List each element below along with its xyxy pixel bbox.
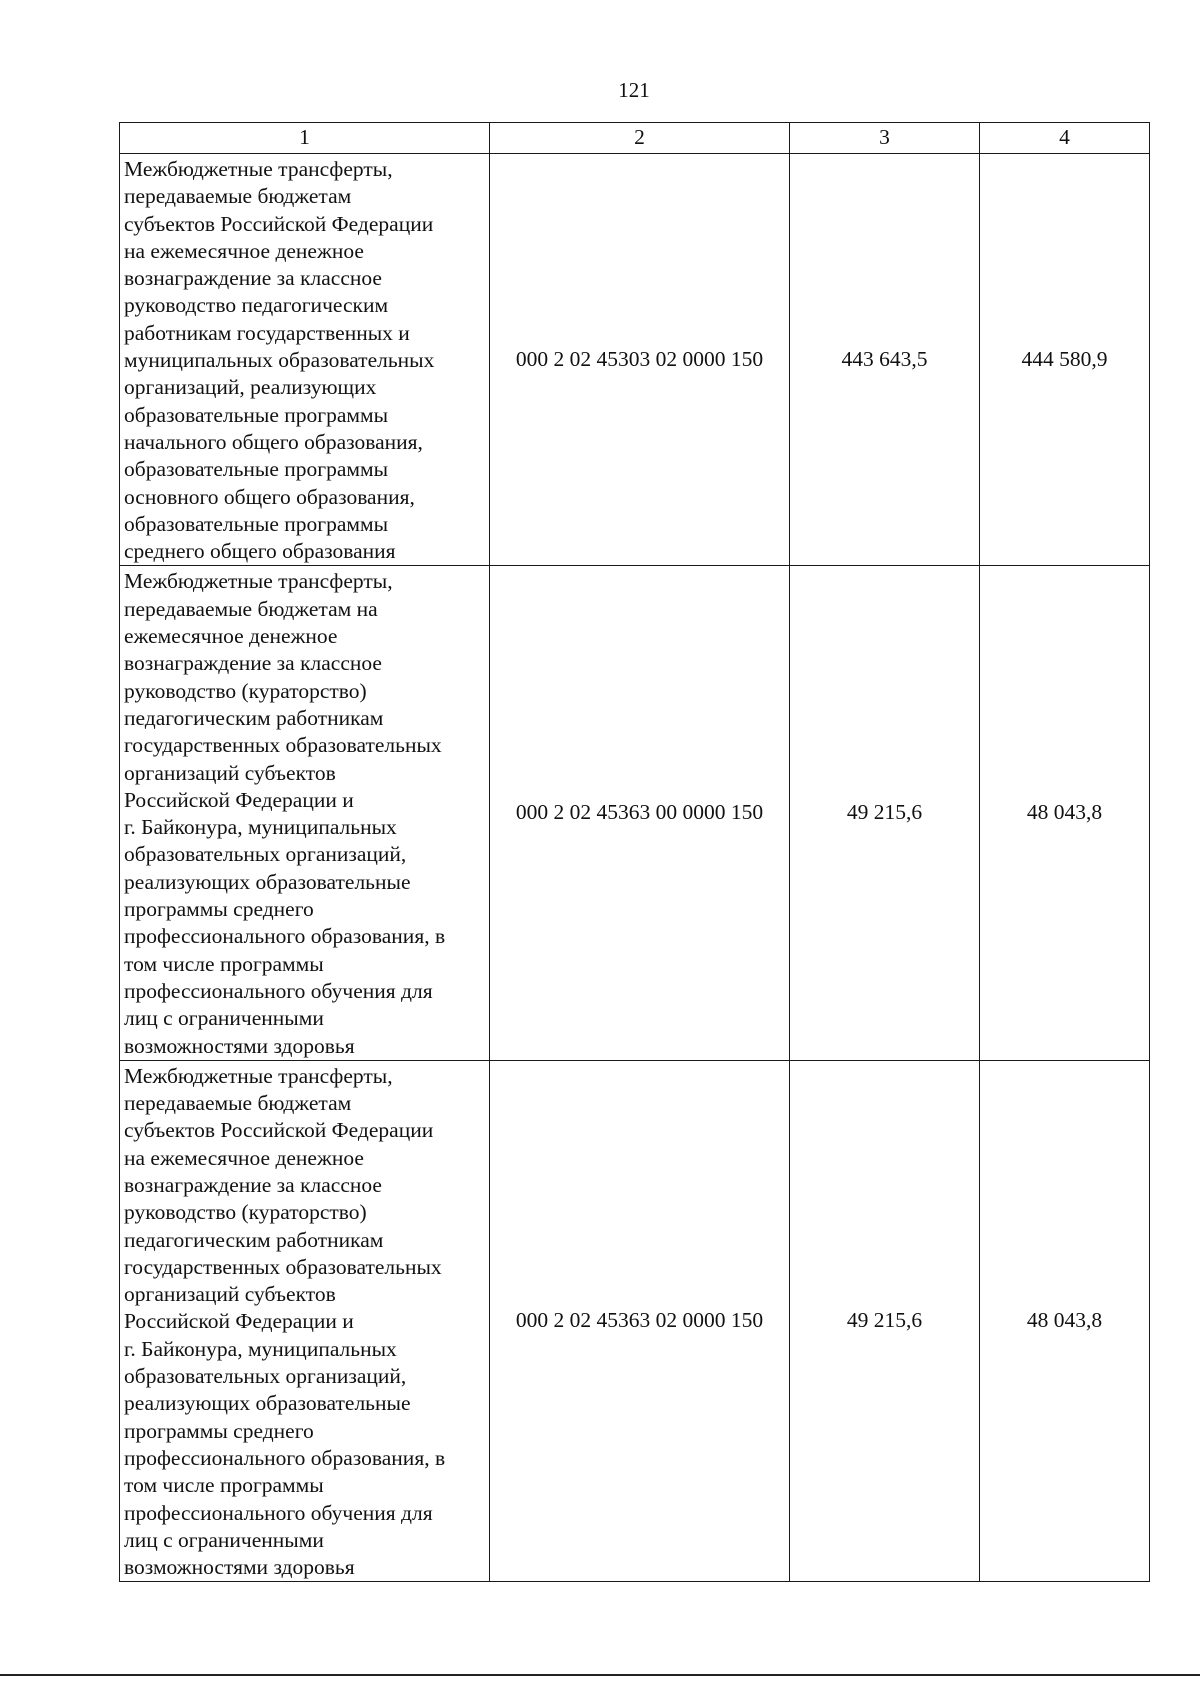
row-value-4-cell: 48 043,8 bbox=[980, 566, 1150, 1060]
row-code-cell: 000 2 02 45363 02 0000 150 bbox=[490, 1060, 790, 1582]
row-name-cell: Межбюджетные трансферты, передаваемые бюджетам на ежемесячное денежное вознаграждение за классное руководство (кураторство) педагогическим работникам государственных образовательных организаций субъектов Российской Федерации и г. Байконура, муниципальных образовательных организаций, реализующих образовательные программы среднего профессионального образования, в том числе программы профессионального обучения для лиц с ограниченными возможностями здоровья bbox=[120, 566, 490, 1060]
row-value-3-cell: 49 215,6 bbox=[790, 566, 980, 1060]
row-name-cell: Межбюджетные трансферты, передаваемые бюджетам субъектов Российской Федерации на ежемесячное денежное вознаграждение за классное руководство педагогическим работникам государственных и муниципальных образовательных организаций, реализующих образовательные программы начального общего образования, образовательные программы основного общего образования, образовательные программы среднего общего образования bbox=[120, 154, 490, 566]
table-row bbox=[120, 154, 1150, 566]
page-number: 121 bbox=[618, 78, 650, 102]
table-row bbox=[120, 1060, 1150, 1582]
row-value-3-cell: 49 215,6 bbox=[790, 1060, 980, 1582]
budget-table bbox=[119, 122, 1150, 1582]
bottom-rule bbox=[0, 1674, 1200, 1676]
row-code-cell: 000 2 02 45363 00 0000 150 bbox=[490, 566, 790, 1060]
row-value-4-cell: 444 580,9 bbox=[980, 154, 1150, 566]
table-row bbox=[120, 566, 1150, 1060]
table-header-row bbox=[120, 123, 1150, 154]
row-code-cell: 000 2 02 45303 02 0000 150 bbox=[490, 154, 790, 566]
row-name-cell: Межбюджетные трансферты, передаваемые бюджетам субъектов Российской Федерации на ежемесячное денежное вознаграждение за классное руководство (кураторство) педагогическим работникам государственных образовательных организаций субъектов Российской Федерации и г. Байконура, муниципальных образовательных организаций, реализующих образовательные программы среднего профессионального образования, в том числе программы профессионального обучения для лиц с ограниченными возможностями здоровья bbox=[120, 1060, 490, 1582]
column-header: 2 bbox=[490, 123, 790, 154]
row-value-4-cell: 48 043,8 bbox=[980, 1060, 1150, 1582]
column-header: 3 bbox=[790, 123, 980, 154]
column-header: 1 bbox=[120, 123, 490, 154]
column-header: 4 bbox=[980, 123, 1150, 154]
row-value-3-cell: 443 643,5 bbox=[790, 154, 980, 566]
